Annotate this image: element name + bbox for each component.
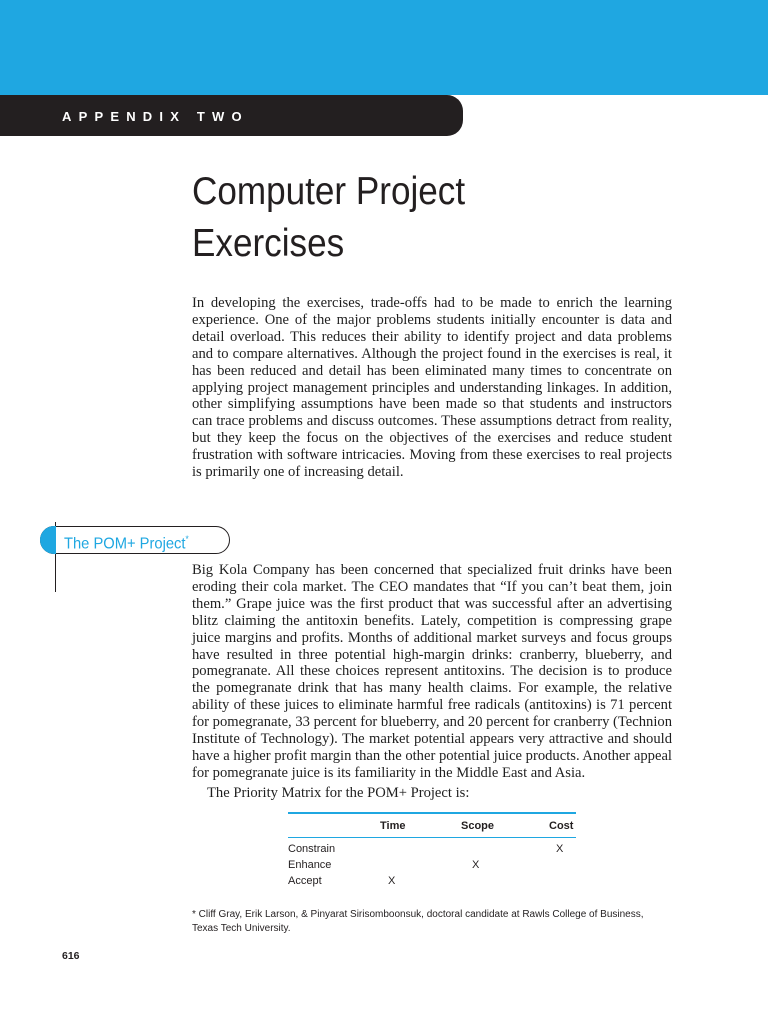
column-header-cost: Cost bbox=[549, 820, 574, 832]
column-header-scope: Scope bbox=[461, 820, 495, 832]
section-title-text: The POM+ Project bbox=[64, 535, 186, 553]
footnote-marker: * bbox=[185, 534, 189, 544]
footnote: * Cliff Gray, Erik Larson, & Pinyarat Sirisomboonsuk, doctoral candidate at Rawls College of Business, Texas Tech University. bbox=[192, 909, 644, 934]
chapter-title-line-2: Exercises bbox=[192, 222, 345, 265]
table-top-rule bbox=[288, 812, 576, 814]
table-header-rule bbox=[288, 837, 576, 838]
section-heading-accent bbox=[40, 526, 56, 554]
priority-matrix-intro: The Priority Matrix for the POM+ Project is: bbox=[207, 785, 470, 801]
row-label-enhance: Enhance bbox=[288, 859, 332, 871]
chapter-title-line-1: Computer Project bbox=[192, 170, 466, 213]
pom-project-paragraph: Big Kola Company has been concerned that specialized fruit drinks have been eroding their cola market. The CEO mandates that “If you can’t beat them, join them.” Grape juice was the first product that was successful after an advertising blitz claiming the antitoxin benefits. Lately, competition is compressing grape juice margins and profits. Months of additional market surveys and focus groups have resulted in three potential high-margin drinks: cranberry, blueberry, and pomegranate. All these choices represent antitoxins. The decision is to produce the pomegranate drink that has many health claims. For example, the relative ability of these juices to eliminate harmful free radicals (antitoxins) is 71 percent for pomegranate, 33 percent for blueberry, and 20 percent for cranberry (Technion Institute of Technology). The market potential appears very attractive and should have a higher profit margin than the other potential juice products. Another appeal for pomegranate juice is its familiarity in the Middle East and Asia. bbox=[192, 562, 672, 781]
chapter-title bbox=[192, 166, 660, 270]
cell-enhance-scope: X bbox=[472, 859, 480, 871]
section-title bbox=[64, 529, 189, 554]
column-header-time: Time bbox=[380, 820, 406, 832]
row-label-accept: Accept bbox=[288, 875, 322, 887]
row-label-constrain: Constrain bbox=[288, 843, 336, 855]
appendix-label: APPENDIX TWO bbox=[62, 109, 249, 124]
cell-constrain-cost: X bbox=[556, 843, 564, 855]
intro-paragraph: In developing the exercises, trade-offs had to be made to enrich the learning experience. One of the major problems students initially encounter is data and detail overload. This reduces their ability to identify project and data problems and to compare alternatives. Although the project found in the exercises is real, it has been reduced and detail has been eliminated many times to concentrate on applying project management principles and understanding linkages. In addition, other simplifying assumptions have been made so that students and instructors can trace problems and discuss outcomes. These assumptions detract from reality, but they keep the focus on the objectives of the exercises and reduce student frustration with software intricacies. Moving from these exercises to real projects is primarily one of increasing detail. bbox=[192, 295, 672, 481]
cell-accept-time: X bbox=[388, 875, 396, 887]
page-number: 616 bbox=[62, 950, 80, 962]
header-color-band bbox=[0, 0, 768, 95]
